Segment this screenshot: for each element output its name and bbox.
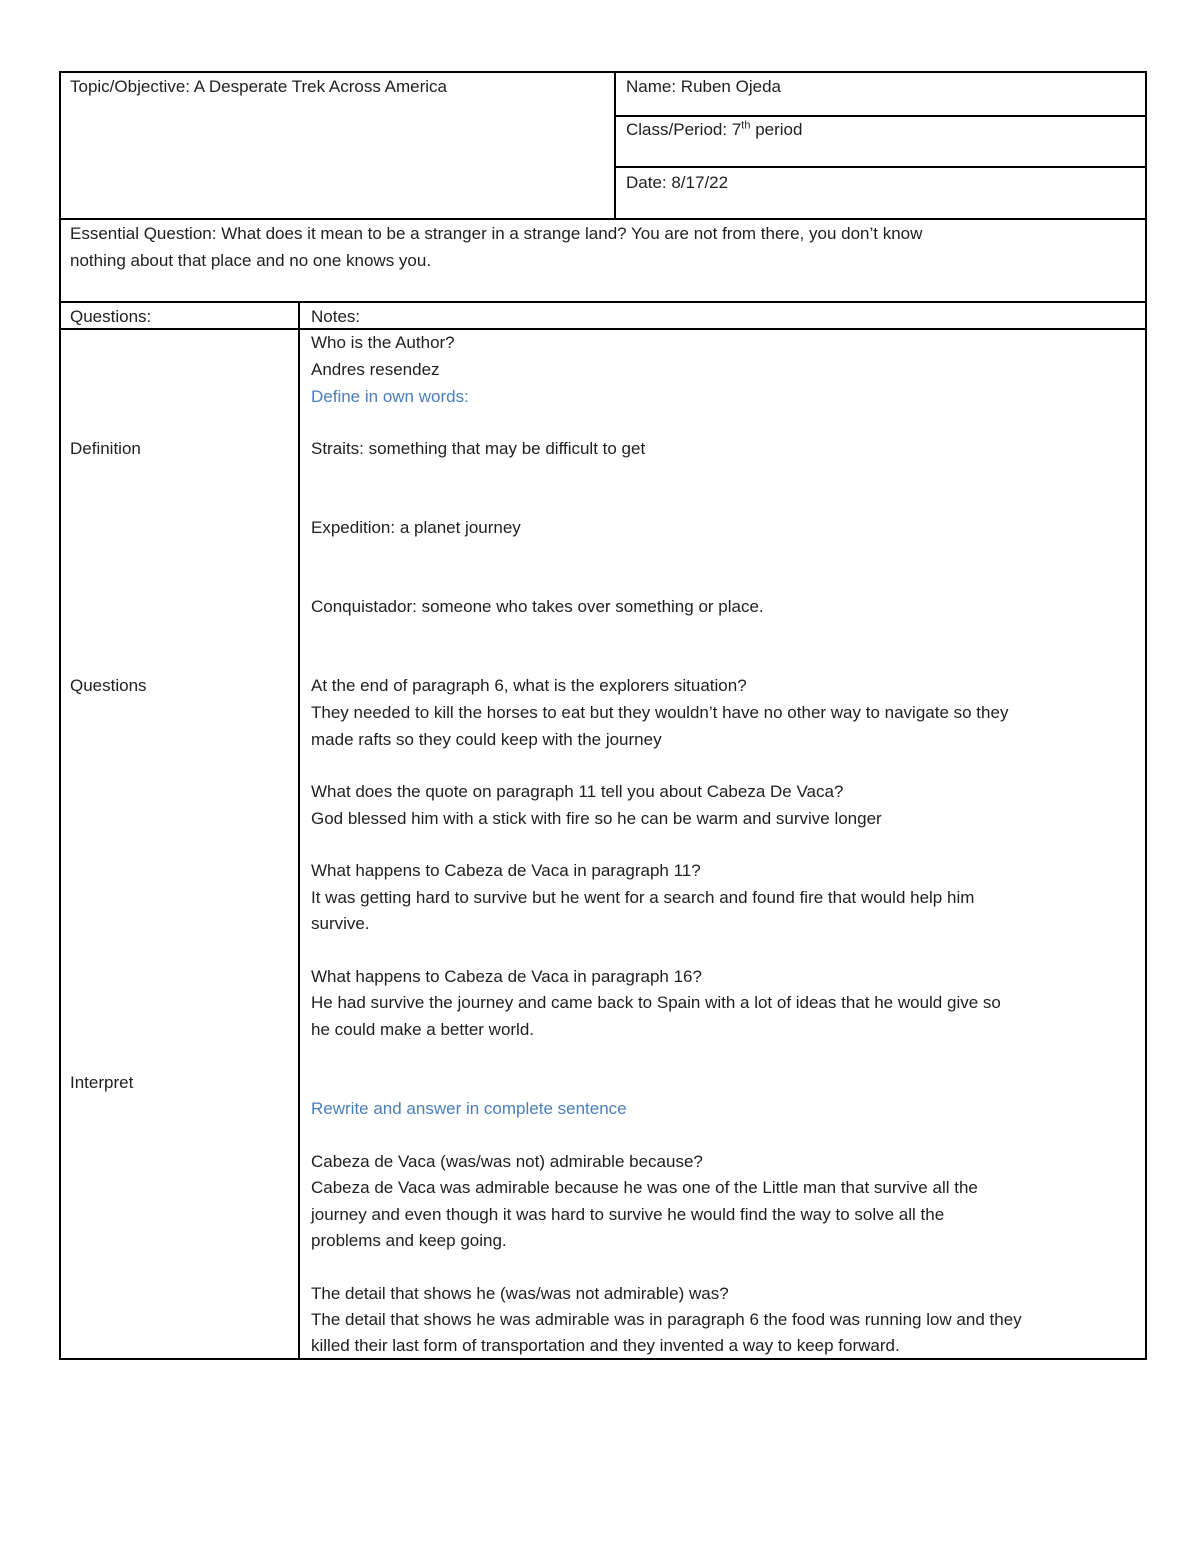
answer-6-line-1: The detail that shows he was admirable was in paragraph 6 the food was running low and they [311,1310,1022,1329]
rewrite-heading: Rewrite and answer in complete sentence [311,1099,627,1118]
answer-1-line-2: made rafts so they could keep with the journey [311,730,662,749]
answer-5-line-3: problems and keep going. [311,1231,507,1250]
table-border-left [59,71,61,1360]
answer-5-line-2: journey and even though it was hard to survive he would find the way to solve all the [311,1205,945,1224]
question-3: What happens to Cabeza de Vaca in paragraph 11? [311,861,701,880]
header-divider-vertical [614,71,616,219]
define-heading: Define in own words: [311,387,469,406]
author-question: Who is the Author? [311,333,455,352]
essential-question-line-1: Essential Question: What does it mean to be a stranger in a strange land? You are not from there, you don’t know [70,224,923,243]
class-period [626,117,802,143]
class-period-ordinal: th [741,119,751,132]
question-1: At the end of paragraph 6, what is the explorers situation? [311,676,747,695]
student-name: Name: Ruben Ojeda [626,77,781,96]
questions-label: Questions [70,676,147,695]
answer-5-line-1: Cabeza de Vaca was admirable because he was one of the Little man that survive all the [311,1178,978,1197]
header-bottom-divider [59,218,1147,220]
date: Date: 8/17/22 [626,173,729,192]
author-answer: Andres resendez [311,360,440,379]
answer-3-line-2: survive. [311,914,370,933]
questions-column-header: Questions: [70,307,152,326]
answer-4-line-1: He had survive the journey and came back to Spain with a lot of ideas that he would give so [311,993,1001,1012]
question-6: The detail that shows he (was/was not admirable) was? [311,1284,729,1303]
notes-column-header: Notes: [311,307,361,326]
definition-label: Definition [70,439,141,458]
table-border-top [59,71,1147,73]
class-period-suffix: period [750,120,803,139]
answer-2: God blessed him with a stick with fire so he can be warm and survive longer [311,809,882,828]
essential-question-line-2: nothing about that place and no one knows you. [70,251,432,270]
class-period-prefix: Class/Period: 7 [626,120,742,139]
answer-1-line-1: They needed to kill the horses to eat but they wouldn’t have no other way to navigate so they [311,703,1009,722]
answer-3-line-1: It was getting hard to survive but he went for a search and found fire that would help him [311,888,975,907]
column-divider-vertical [298,301,300,1360]
table-border-right [1145,71,1147,1360]
conquistador-definition: Conquistador: someone who takes over something or place. [311,597,764,616]
answer-6-line-2: killed their last form of transportation and they invented a way to keep forward. [311,1336,900,1355]
straits-definition: Straits: something that may be difficult to get [311,439,646,458]
question-5: Cabeza de Vaca (was/was not) admirable because? [311,1152,703,1171]
answer-4-line-2: he could make a better world. [311,1020,535,1039]
topic-objective: Topic/Objective: A Desperate Trek Across America [70,77,447,96]
expedition-definition: Expedition: a planet journey [311,518,521,537]
class-date-divider [614,166,1147,168]
question-2: What does the quote on paragraph 11 tell you about Cabeza De Vaca? [311,782,844,801]
question-4: What happens to Cabeza de Vaca in paragraph 16? [311,967,702,986]
essential-bottom-divider [59,301,1147,303]
interpret-label: Interpret [70,1073,134,1092]
column-header-divider [59,328,1147,330]
